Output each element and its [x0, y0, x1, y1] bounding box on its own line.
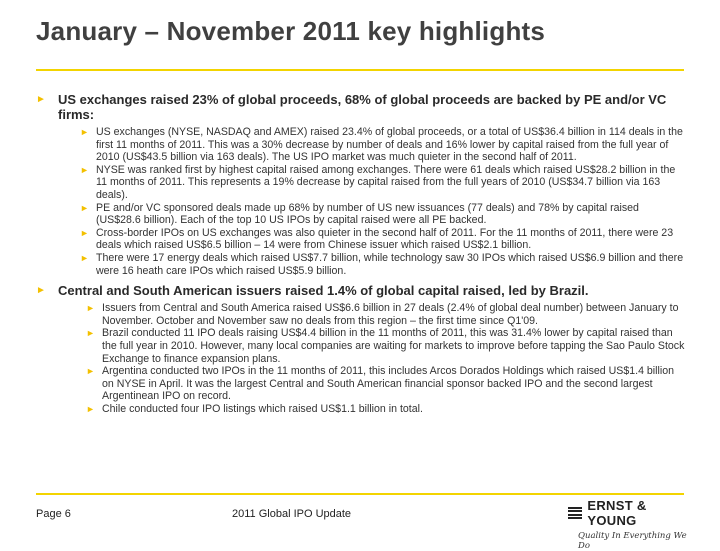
list-item: ► Argentina conducted two IPOs in the 11 months of 2011, this includes Arcos Dorados Holdings which raised US$1.4 billion on NYSE in April. It was the largest Central and South American financial sponsor backed IPO and the second largest Argentinean IPO on record.	[86, 365, 674, 403]
logo-name: ERNST & YOUNG	[587, 498, 647, 528]
ey-logo-icon	[568, 507, 582, 520]
section-heading: Central and South American issuers raised 1.4% of global capital raised, led by Brazil.	[58, 283, 589, 299]
list-item: ► NYSE was ranked first by highest capital raised among exchanges. There were 61 deals which raised US$28.2 billion in the 11 months of 2011. This represents a 19% decrease by capital raised from the full years of 2010 (US$34.7 billion via 163 deals).	[80, 163, 676, 201]
triangle-right-icon: ►	[80, 202, 89, 213]
triangle-right-icon: ►	[36, 94, 46, 105]
triangle-right-icon: ►	[86, 366, 95, 377]
list-item: ► Brazil conducted 11 IPO deals raising US$4.4 billion in the 11 months of 2011, this was 31.4% lower by capital raised than the full year in 2010. However, many local companies are waiting for markets to improve before tapping the Sao Paulo Stock Exchange to finance expansion plans.	[86, 327, 685, 365]
page-number: Page 6	[36, 508, 71, 520]
slide-title: January – November 2011 key highlights	[36, 16, 546, 46]
triangle-right-icon: ►	[36, 285, 46, 297]
list-item: ► US exchanges (NYSE, NASDAQ and AMEX) raised 23.4% of global proceeds, or a total of US$36.4 billion in 114 deals in the first 11 months of 2011. This was a 30% decrease by number of deals and 16% lower by capital raised from the full year of 2010 (US$43.5 billion via 163 deals). The US IPO market was much quieter in the second half of 2011.	[80, 126, 683, 164]
list-item: ► Issuers from Central and South America raised US$6.6 billion in 27 deals (2.4% of global deal number) between January to November. October and November saw no deals from this region – the first time since Q1'09.	[86, 302, 679, 327]
list-item: ► There were 17 energy deals which raised US$7.7 billion, while technology saw 30 IPOs which raised US$6.9 billion and there were 16 heath care IPOs which raised US$5.9 billion.	[80, 251, 684, 277]
triangle-right-icon: ►	[86, 303, 95, 314]
triangle-right-icon: ►	[80, 227, 89, 238]
triangle-right-icon: ►	[80, 127, 89, 137]
list-item: ► PE and/or VC sponsored deals made up 68% by number of US new issuances (77 deals) and 78% by capital raised (US$28.6 billion). Each of the top 10 US IPOs by capital raised were all PE backed.	[80, 201, 639, 227]
triangle-right-icon: ►	[86, 403, 95, 414]
section-heading: US exchanges raised 23% of global proceeds, 68% of global proceeds are backed by PE and/or VC firms:	[58, 92, 667, 122]
list-item: ► Cross-border IPOs on US exchanges was also quieter in the second half of 2011. For the 11 months of 2011, there were 23 deals which raised US$6.5 billion – 14 were from Chinese issuer which raised US$2.1 billion.	[80, 226, 674, 252]
section-us-exchanges	[36, 92, 686, 277]
bullet-list	[80, 126, 686, 277]
logo-tagline: Quality In Everything We Do	[578, 531, 687, 551]
triangle-right-icon: ►	[86, 328, 95, 339]
slide-content	[36, 92, 686, 415]
triangle-right-icon: ►	[80, 164, 89, 175]
footer-divider	[36, 493, 684, 495]
company-logo	[568, 498, 688, 551]
bullet-list	[86, 302, 686, 415]
document-title: 2011 Global IPO Update	[232, 508, 352, 520]
list-item: ► Chile conducted four IPO listings which raised US$1.1 billion in total.	[86, 402, 423, 415]
section-latin-america	[36, 283, 686, 415]
triangle-right-icon: ►	[80, 252, 89, 263]
title-divider	[36, 69, 684, 71]
